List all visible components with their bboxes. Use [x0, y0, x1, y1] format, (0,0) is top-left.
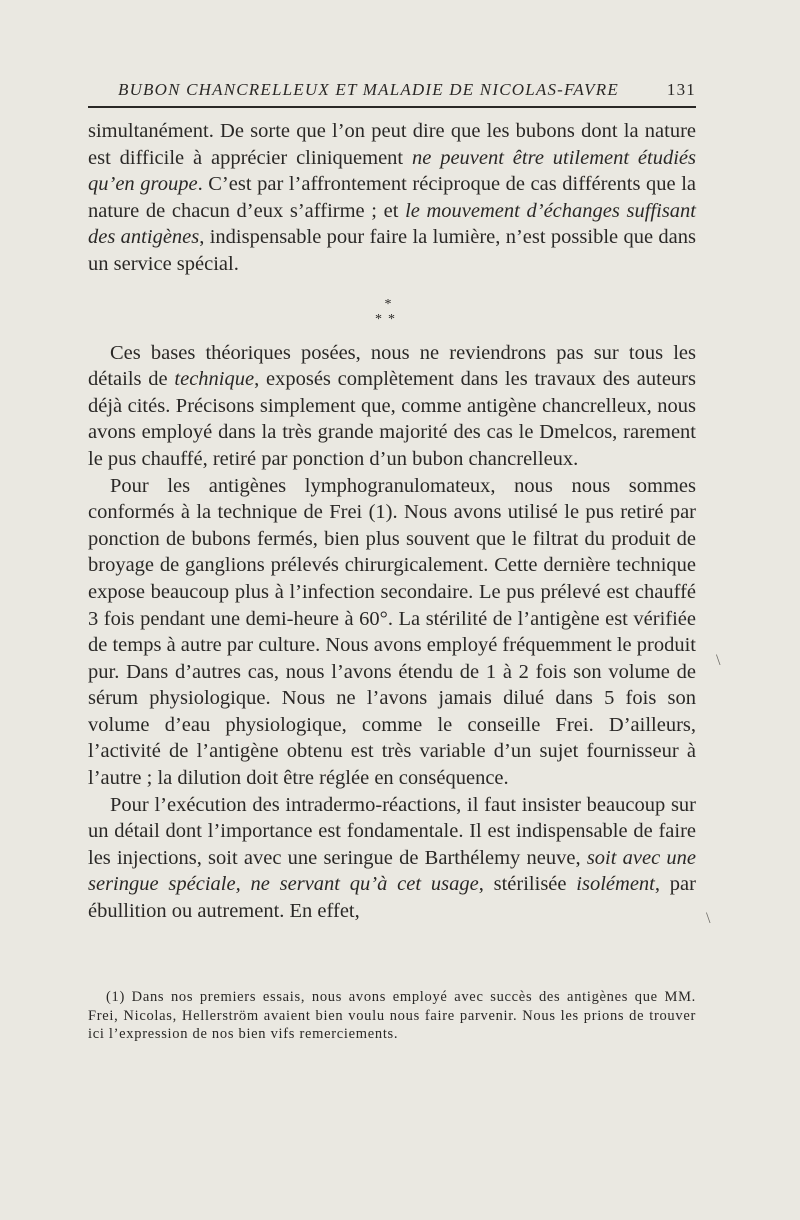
running-title: BUBON CHANCRELLEUX ET MALADIE DE NICOLAS-FAVRE	[118, 80, 619, 99]
asterisk-bottom: **	[375, 311, 401, 327]
section-separator	[88, 278, 696, 340]
margin-mark: \	[716, 652, 721, 669]
header-rule	[88, 106, 696, 108]
paragraph-3: Pour les antigènes lymphogranulomateux, nous nous sommes conformés à la technique de Frei (1). Nous avons utilisé le pus retiré par ponction de bubons fermés, bien plus souvent que le filtrat du produit de broyage de ganglions prélevés chirurgicalement. Cette dernière technique expose beaucoup plus à l’infection secondaire. Le pus prélevé est chauffé 3 fois pendant une demi-heure à 60°. La stérilité de l’antigène est vérifiée de temps à autre par culture. Nous avons employé fréquemment le produit pur. Dans d’autres cas, nous l’avons étendu de 1 à 2 fois son volume de sérum physiologique. Nous ne l’avons jamais dilué dans 5 fois son volume d’eau physiologique, comme le conseille Frei. D’ailleurs, l’activité de l’antigène obtenu est très variable d’un sujet fournisseur à l’autre ; la dilution doit être réglée en conséquence.	[88, 474, 696, 790]
emphasis: isolément	[576, 873, 655, 896]
margin-mark: \	[706, 910, 711, 927]
paragraph-2: Ces bases théoriques posées, nous ne reviendrons pas sur tous les détails de technique, exposés complètement dans les travaux des auteurs déjà cités. Précisons simplement que, comme antigène chancrelleux, nous avons employé dans la très grande majorité des cas le Dmelcos, rarement le pus chauffé, retiré par ponction d’un bubon chancrelleux.	[88, 341, 696, 470]
running-header	[88, 76, 696, 104]
emphasis: technique	[174, 368, 255, 391]
emphasis: ne peuvent être utilement étudiés qu’en groupe	[88, 146, 696, 196]
asterisk-top: *	[384, 296, 392, 312]
paragraph-4: Pour l’exécution des intradermo-réactions, il faut insister beaucoup sur un détail dont l’importance est fondamentale. Il est indispensable de faire les injections, soit avec une seringue de Barthélemy neuve, soit avec une seringue spéciale, ne servant qu’à cet usage, stérilisée isolément, par ébullition ou autrement. En effet,	[88, 793, 697, 923]
body-text	[88, 118, 696, 925]
footnote	[88, 988, 696, 1044]
paragraph-1: simultanément. De sorte que l’on peut dire que les bubons dont la nature est difficile à apprécier cliniquement ne peuvent être utilement étudiés qu’en groupe. C’est par l’affrontement réciproque de cas différents que la nature de chacun d’eux s’affirme ; et le mouvement d’échanges suffisant des antigènes, indispensable pour faire la lumière, n’est possible que dans un service spécial.	[88, 120, 696, 275]
emphasis: le mouvement d’échanges suffisant des antigènes	[88, 199, 696, 249]
footnote-text: (1) Dans nos premiers essais, nous avons employé avec succès des antigènes que MM. Frei, Nicolas, Hellerström avaient bien voulu nous faire parvenir. Nous les prions de trouver ici l’expression de nos bien vifs remerciements.	[88, 989, 696, 1043]
page-number: 131	[666, 80, 696, 99]
emphasis: soit avec une seringue spéciale, ne servant qu’à cet usage	[88, 846, 697, 896]
